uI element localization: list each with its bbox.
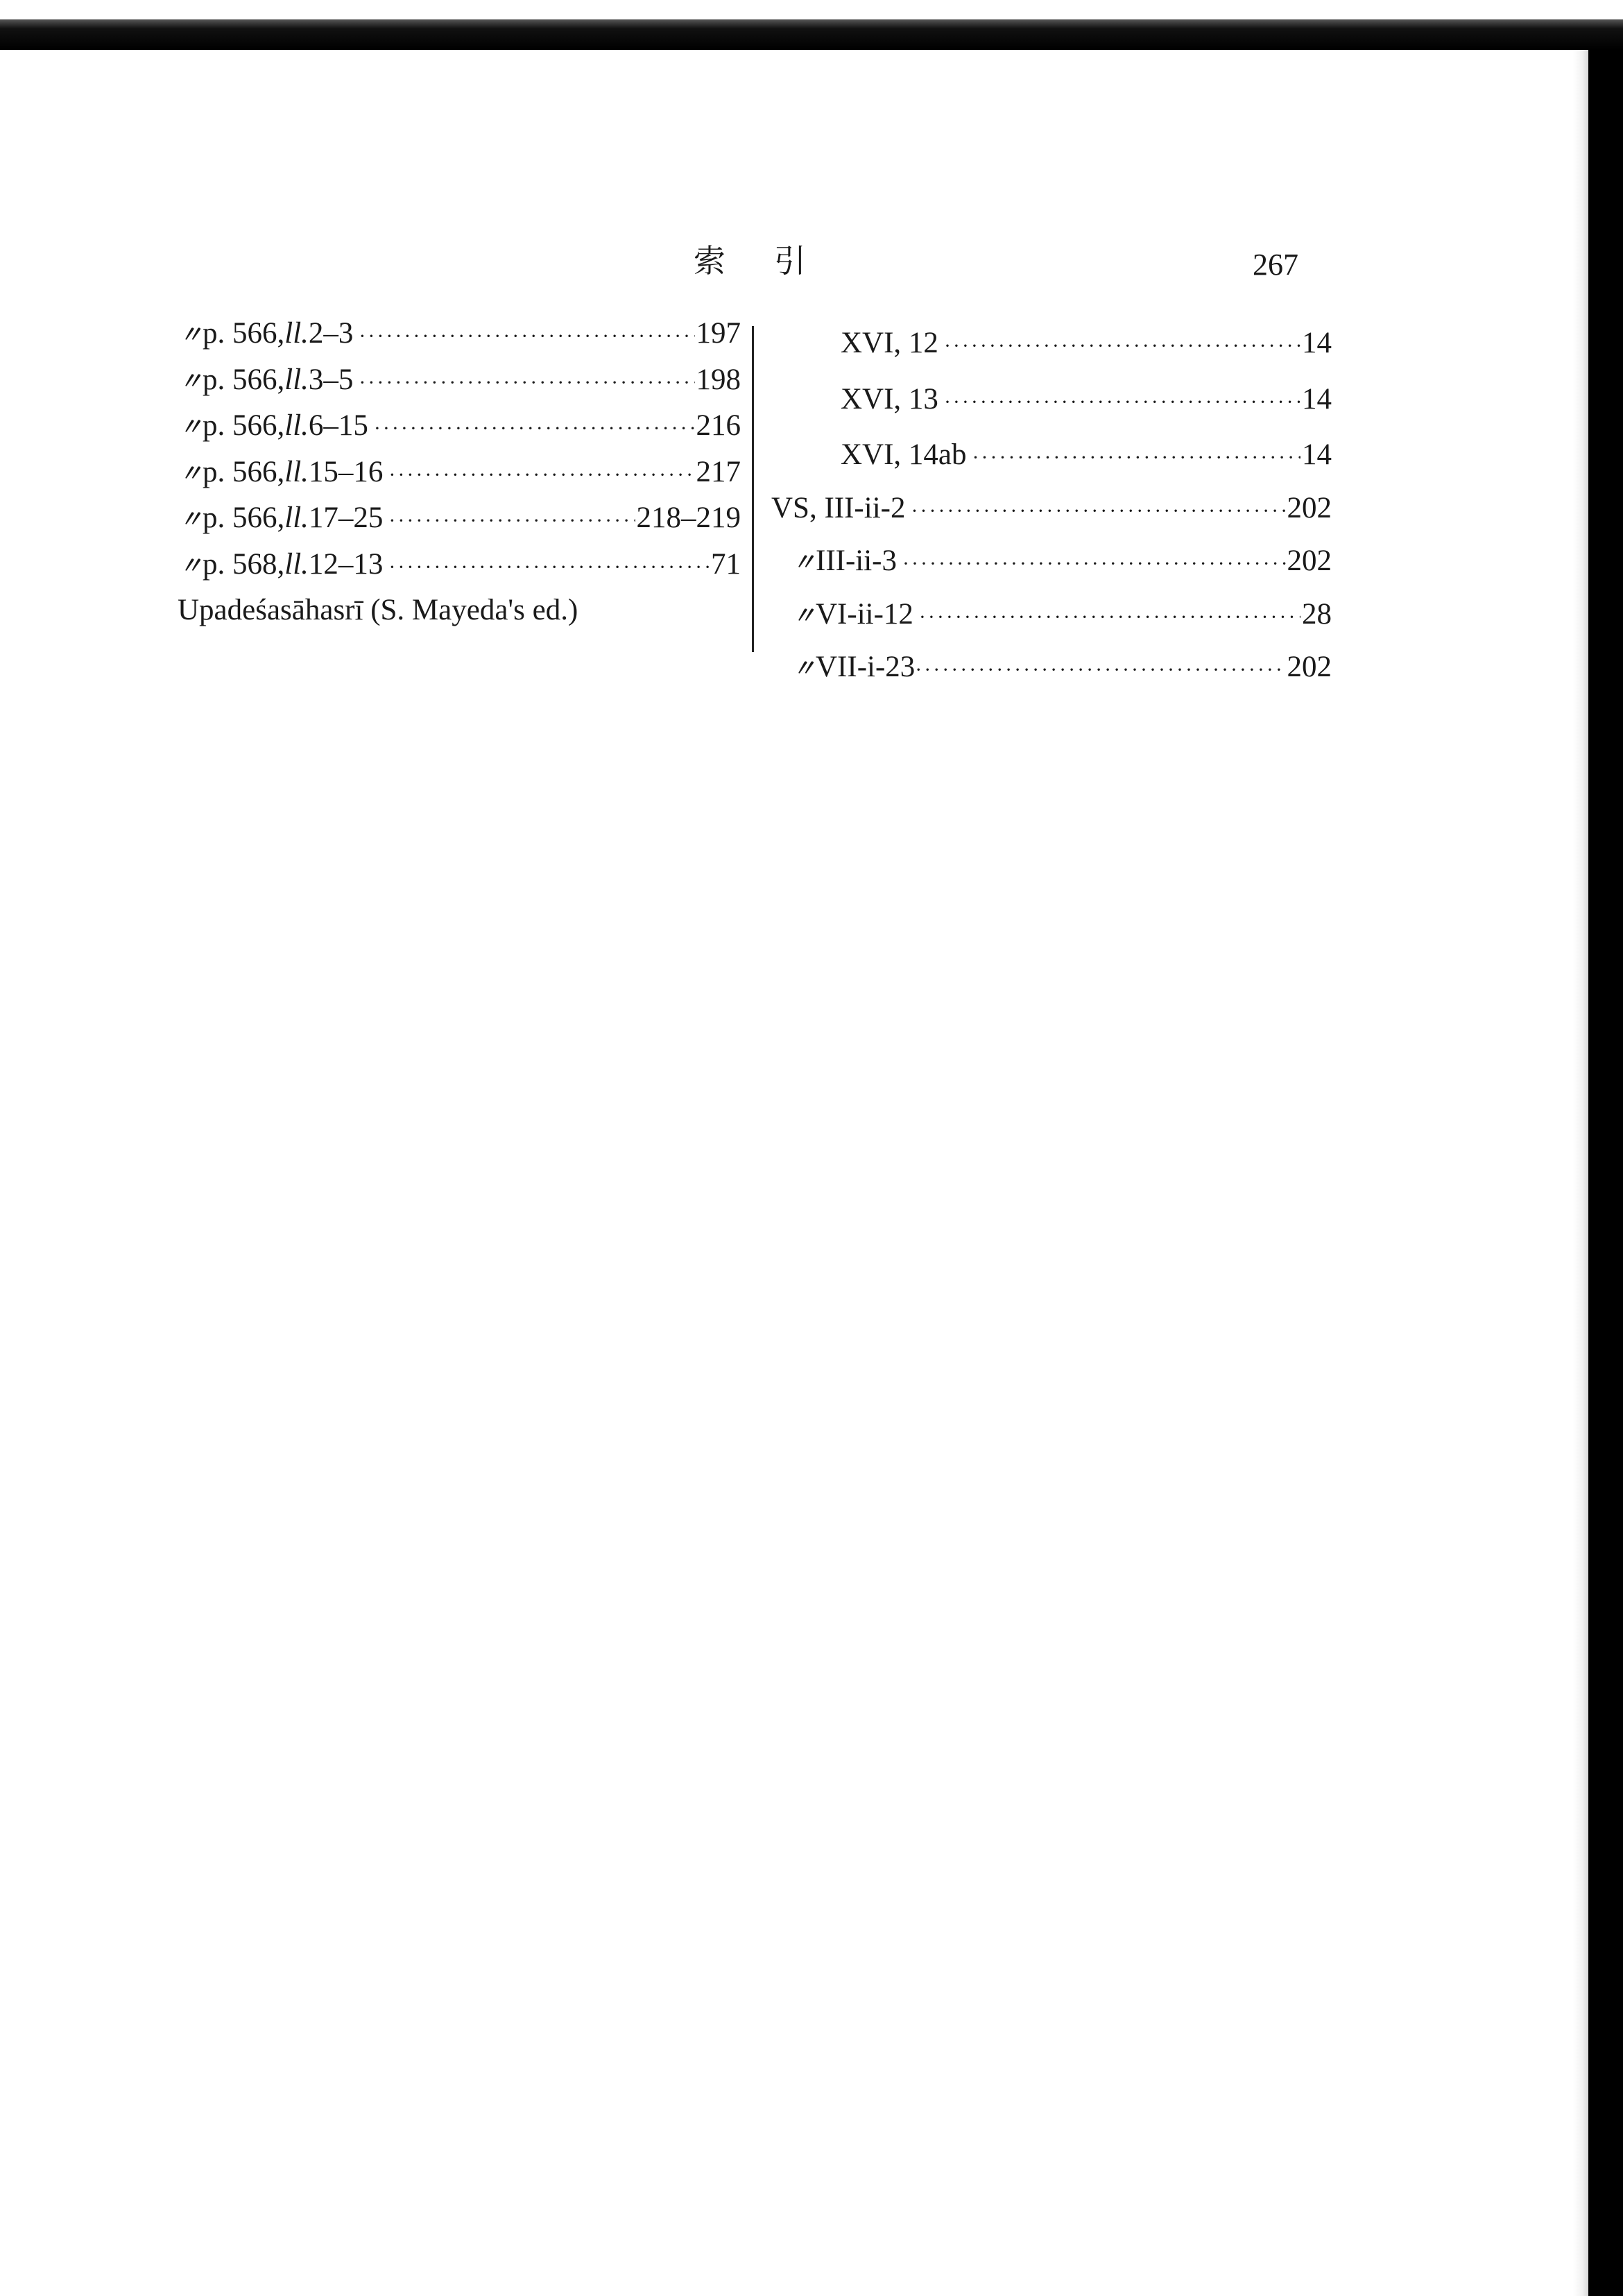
- entry-ref-suffix: 3–5: [308, 363, 354, 396]
- entry-lines-abbr: ll.: [284, 409, 309, 442]
- page-number: 267: [1253, 248, 1298, 282]
- dot-leader: [944, 323, 1300, 370]
- entry-ref-prefix: p. 566,: [203, 502, 285, 534]
- dot-leader: [359, 314, 694, 360]
- entry-lines-abbr: ll.: [284, 363, 309, 396]
- index-entry: [771, 311, 1332, 367]
- entry-ref-suffix: 6–15: [308, 409, 368, 442]
- dot-leader: [359, 360, 694, 406]
- index-heading: [178, 588, 741, 634]
- entry-label: XVI, 14ab: [841, 438, 967, 471]
- index-entry: [179, 357, 741, 404]
- index-entry: [179, 311, 741, 357]
- scan-page-gutter: [1573, 50, 1588, 2296]
- entry-page: 218–219: [636, 502, 741, 534]
- entry-label: XVI, 12: [841, 327, 938, 359]
- entry-ref-prefix: p. 566,: [203, 317, 285, 350]
- ditto-mark: 〃: [179, 415, 203, 440]
- entry-page: 14: [1302, 438, 1332, 471]
- dot-leader: [388, 498, 635, 545]
- page-title: 索引: [694, 242, 855, 280]
- index-heading-text: Upadeśasāhasrī (S. Mayeda's ed.): [178, 594, 578, 626]
- entry-page: 14: [1302, 382, 1332, 415]
- index-column-right: [771, 311, 1332, 691]
- entry-label: VI-ii-12: [816, 597, 913, 631]
- index-entry: [179, 542, 741, 588]
- entry-page: 28: [1302, 597, 1332, 631]
- ditto-mark: 〃: [792, 603, 816, 629]
- ditto-mark: 〃: [179, 553, 203, 579]
- ditto-mark: 〃: [179, 507, 203, 533]
- entry-label: VII-i-23: [816, 651, 916, 683]
- entry-lines-abbr: ll.: [284, 455, 309, 488]
- entry-page: 202: [1287, 491, 1332, 524]
- index-entry: [771, 531, 1332, 585]
- index-entry: [179, 495, 741, 542]
- dot-leader: [919, 594, 1300, 641]
- entry-ref-suffix: 17–25: [308, 502, 384, 534]
- entry-page: 197: [696, 317, 741, 350]
- index-entry: [771, 585, 1332, 638]
- entry-page: 198: [696, 363, 741, 396]
- dot-leader: [388, 452, 694, 499]
- entry-page: 202: [1287, 545, 1332, 577]
- ditto-mark: 〃: [179, 368, 203, 395]
- entry-lines-abbr: ll.: [284, 547, 309, 581]
- ditto-mark: 〃: [179, 323, 203, 348]
- index-entry: [179, 403, 741, 449]
- entry-page: 14: [1302, 327, 1332, 359]
- entry-ref-suffix: 12–13: [308, 547, 384, 581]
- ditto-mark: 〃: [179, 461, 203, 487]
- entry-ref-prefix: p. 568,: [203, 547, 285, 581]
- scan-top-edge: [0, 19, 1623, 50]
- index-column-left: [179, 311, 741, 634]
- ditto-mark: 〃: [792, 550, 816, 576]
- index-entry: [771, 479, 1332, 532]
- dot-leader: [944, 379, 1300, 426]
- index-entry: [179, 449, 741, 496]
- entry-lines-abbr: ll.: [284, 317, 309, 350]
- dot-leader: [374, 406, 695, 452]
- dot-leader: [911, 488, 1285, 535]
- scan-right-edge: [1588, 50, 1623, 2296]
- entry-ref-prefix: p. 566,: [203, 363, 285, 396]
- entry-ref-suffix: 15–16: [308, 455, 384, 488]
- entry-page: 71: [711, 547, 741, 581]
- index-entry: [771, 367, 1332, 423]
- entry-label: XVI, 13: [841, 382, 938, 415]
- index-entry: [771, 637, 1332, 691]
- entry-ref-prefix: p. 566,: [203, 409, 285, 442]
- dot-leader: [388, 545, 710, 591]
- index-entry: [771, 422, 1332, 479]
- entry-page: 217: [696, 455, 741, 488]
- entry-label: VS, III-ii-2: [771, 491, 906, 524]
- entry-ref-suffix: 2–3: [308, 317, 354, 350]
- entry-lines-abbr: ll.: [284, 502, 309, 534]
- dot-leader: [915, 647, 1285, 694]
- dot-leader: [902, 541, 1286, 588]
- entry-ref-prefix: p. 566,: [203, 455, 285, 488]
- ditto-mark: 〃: [792, 656, 816, 682]
- entry-page: 216: [696, 409, 741, 442]
- entry-label: III-ii-3: [816, 545, 897, 577]
- dot-leader: [972, 435, 1300, 481]
- entry-page: 202: [1287, 651, 1332, 683]
- column-divider: [752, 326, 754, 652]
